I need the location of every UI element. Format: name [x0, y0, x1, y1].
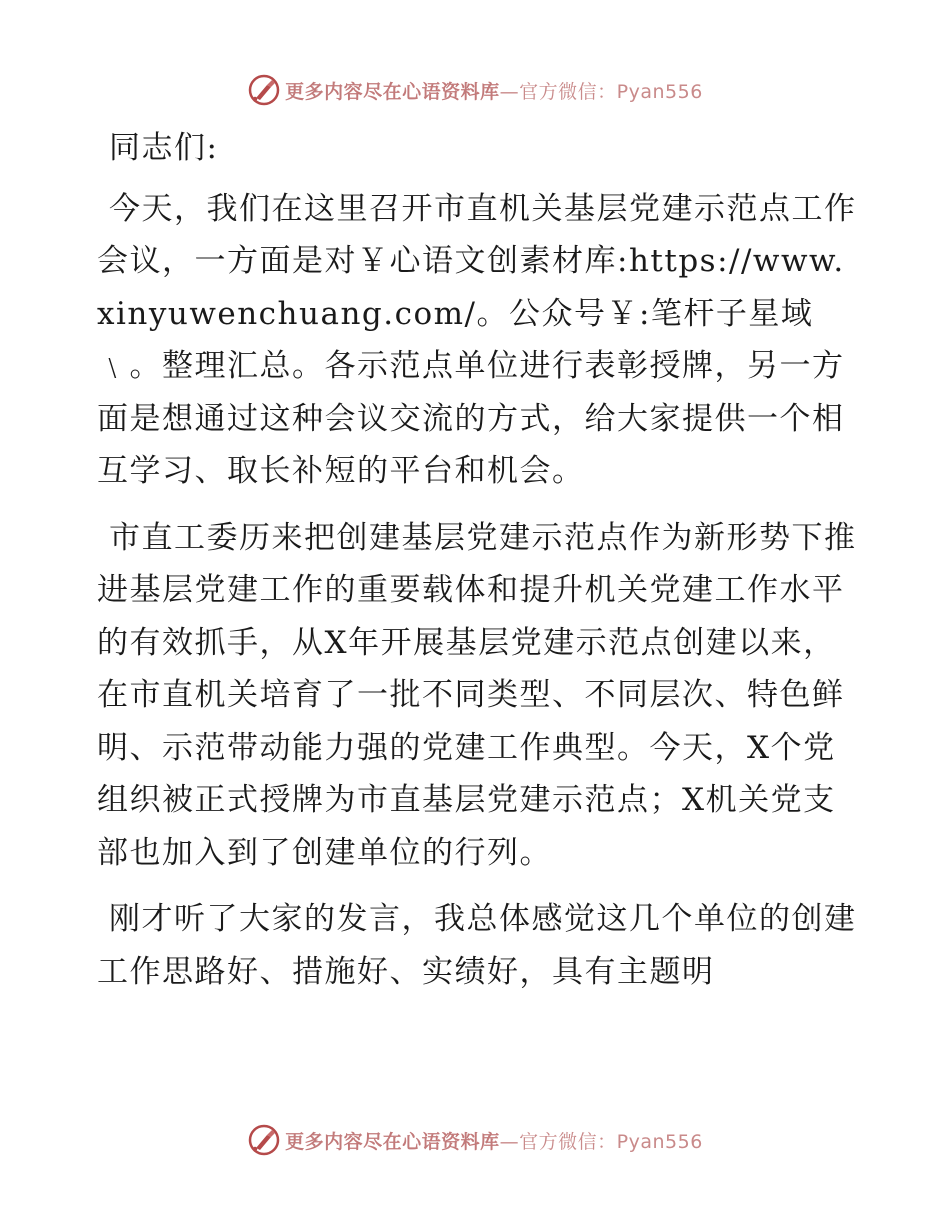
- footer-banner: [0, 1120, 950, 1160]
- greeting: 同志们:: [109, 130, 219, 166]
- pen-nib-logo-icon: [247, 73, 281, 107]
- banner-text: [285, 77, 703, 104]
- banner-suffix: —官方微信：Pyan556: [499, 80, 703, 103]
- paragraph: 市直工委历来把创建基层党建示范点作为新形势下推进基层党建工作的重要载体和提升机关党建工作水平的有效抓手，从X年开展基层党建示范点创建以来，在市直机关培育了一批不同类型、不同层次、特色鲜明、示范带动能力强的党建工作典型。今天，X个党组织被正式授牌为市直基层党建示范点；X机关党支部也加入到了创建单位的行列。: [97, 519, 857, 871]
- banner-brand: 更多内容尽在心语资料库: [285, 80, 500, 103]
- banner-brand: 更多内容尽在心语资料库: [285, 1130, 500, 1153]
- paragraph: 刚才听了大家的发言，我总体感觉这几个单位的创建工作思路好、措施好、实绩好，具有主题明: [97, 901, 857, 990]
- header-banner: [0, 70, 950, 110]
- document-body: [97, 122, 857, 1012]
- paragraph: 今天，我们在这里召开市直机关基层党建示范点工作会议，一方面是对￥心语文创素材库:https://www.xinyuwenchuang.com/。公众号￥:笔杆子星域﹨。整理汇总。各示范点单位进行表彰授牌，另一方面是想通过这种会议交流的方式，给大家提供一个相互学习、取长补短的平台和机会。: [97, 190, 857, 489]
- banner-text: [285, 1127, 703, 1154]
- banner-suffix: —官方微信：Pyan556: [499, 1130, 703, 1153]
- pen-nib-logo-icon: [247, 1123, 281, 1157]
